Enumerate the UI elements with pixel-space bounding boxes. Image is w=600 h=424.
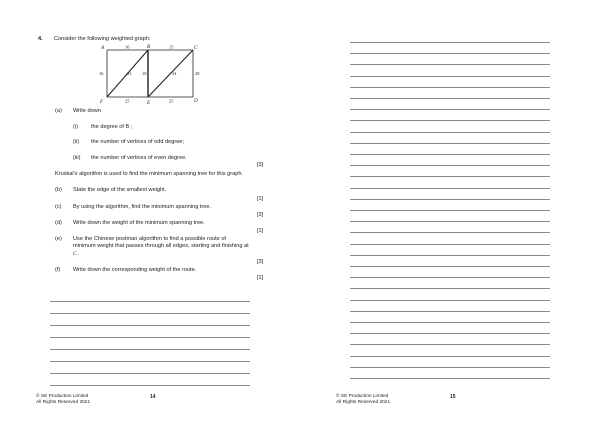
- answer-line[interactable]: [350, 87, 550, 88]
- part-f-marks: [1]: [257, 275, 264, 281]
- answer-line[interactable]: [50, 361, 250, 362]
- vertex-label-F: F: [100, 99, 104, 105]
- part-c-marks: [3]: [257, 212, 264, 218]
- kruskal-statement: Kruskal’s algorithm is used to find the minimum spanning tree for this graph.: [55, 171, 243, 177]
- answer-line[interactable]: [350, 288, 550, 289]
- right-page: [300, 0, 600, 424]
- part-a-iii-text: the number of vertices of even degree.: [91, 155, 187, 161]
- page-number: 15: [450, 394, 456, 400]
- answer-line[interactable]: [350, 176, 550, 177]
- answer-line[interactable]: [350, 367, 550, 368]
- answer-line[interactable]: [350, 76, 550, 77]
- weight-EC: 34: [172, 71, 177, 76]
- part-d-label: (d): [55, 220, 62, 226]
- answer-line[interactable]: [350, 64, 550, 65]
- part-c-text: By using the algorithm, find the minimum spanning tree.: [73, 204, 212, 210]
- part-e-line2: minimum weight that passes through all edges, starting and finishing at: [73, 243, 249, 249]
- part-a-ii-label: (ii): [73, 139, 80, 145]
- weight-BF: 23: [127, 71, 132, 76]
- part-a-text: Write down: [73, 108, 101, 114]
- footer-rights: All Rights Reserved 2021: [336, 400, 391, 405]
- part-b-label: (b): [55, 187, 62, 193]
- part-f-text: Write down the corresponding weight of the route.: [73, 267, 197, 273]
- part-e-line1: Use the Chinese postman algorithm to find a possible route of: [73, 236, 226, 242]
- answer-line[interactable]: [350, 188, 550, 189]
- part-e-marks: [3]: [257, 259, 264, 265]
- answer-line[interactable]: [350, 255, 550, 256]
- answer-line[interactable]: [50, 301, 250, 302]
- answer-line[interactable]: [350, 199, 550, 200]
- answer-line[interactable]: [350, 165, 550, 166]
- footer-copyright: © SE Production Limited: [336, 394, 389, 399]
- part-d-text: Write down the weight of the minimum spanning tree.: [73, 220, 205, 226]
- answer-line[interactable]: [50, 313, 250, 314]
- answer-line[interactable]: [350, 356, 550, 357]
- vertex-label-A: A: [101, 45, 105, 51]
- part-a-ii-text: the number of vertices of odd degree;: [91, 139, 184, 145]
- weight-ED: 25: [169, 98, 174, 104]
- answer-line[interactable]: [350, 378, 550, 379]
- part-a-i-text: the degree of B ;: [91, 124, 133, 130]
- answer-line[interactable]: [350, 244, 550, 245]
- question-intro: Consider the following weighted graph:: [54, 36, 151, 42]
- answer-line[interactable]: [350, 53, 550, 54]
- question-number: 4.: [38, 36, 43, 42]
- vertex-label-B: B: [147, 44, 151, 50]
- footer-copyright: © SE Production Limited: [36, 394, 89, 399]
- part-d-marks: [1]: [257, 228, 264, 234]
- weight-FE: 25: [125, 98, 130, 104]
- vertex-label-E: E: [147, 100, 151, 106]
- answer-line[interactable]: [350, 210, 550, 211]
- answer-line[interactable]: [350, 333, 550, 334]
- answer-line[interactable]: [350, 300, 550, 301]
- part-b-marks: [1]: [257, 196, 264, 202]
- answer-line[interactable]: [50, 349, 250, 350]
- weighted-graph: [90, 44, 220, 106]
- answer-line[interactable]: [50, 325, 250, 326]
- part-a-label: (a): [55, 108, 62, 114]
- part-a-marks: [3]: [257, 162, 264, 168]
- vertex-label-C: C: [194, 45, 198, 51]
- part-c-label: (c): [55, 204, 62, 210]
- part-e-label: (e): [55, 236, 62, 242]
- part-b-text: State the edge of the smallest weight.: [73, 187, 167, 193]
- answer-line[interactable]: [350, 109, 550, 110]
- answer-line[interactable]: [350, 143, 550, 144]
- answer-line[interactable]: [350, 322, 550, 323]
- answer-line[interactable]: [50, 385, 250, 386]
- answer-line[interactable]: [350, 344, 550, 345]
- part-a-iii-label: (iii): [73, 155, 81, 161]
- answer-line[interactable]: [350, 42, 550, 43]
- part-e-line3: C .: [73, 251, 80, 257]
- weight-BC: 15: [169, 44, 174, 50]
- answer-line[interactable]: [50, 337, 250, 338]
- weight-AF: 16: [99, 71, 104, 76]
- part-a-i-label: (i): [73, 124, 78, 130]
- answer-line[interactable]: [350, 232, 550, 233]
- answer-line[interactable]: [350, 154, 550, 155]
- answer-line[interactable]: [350, 266, 550, 267]
- weight-AB: 16: [125, 44, 130, 50]
- answer-line[interactable]: [350, 221, 550, 222]
- edge-EC: [148, 50, 193, 97]
- answer-line[interactable]: [350, 120, 550, 121]
- vertex-label-D: D: [194, 98, 198, 104]
- answer-line[interactable]: [350, 311, 550, 312]
- footer-rights: All Rights Reserved 2021: [36, 400, 91, 405]
- weight-CD: 28: [195, 71, 200, 76]
- answer-line[interactable]: [350, 277, 550, 278]
- answer-line[interactable]: [350, 132, 550, 133]
- answer-line[interactable]: [350, 98, 550, 99]
- page-number: 14: [150, 394, 156, 400]
- part-f-label: (f): [55, 267, 61, 273]
- weight-BE: 18: [142, 71, 147, 76]
- answer-line[interactable]: [50, 373, 250, 374]
